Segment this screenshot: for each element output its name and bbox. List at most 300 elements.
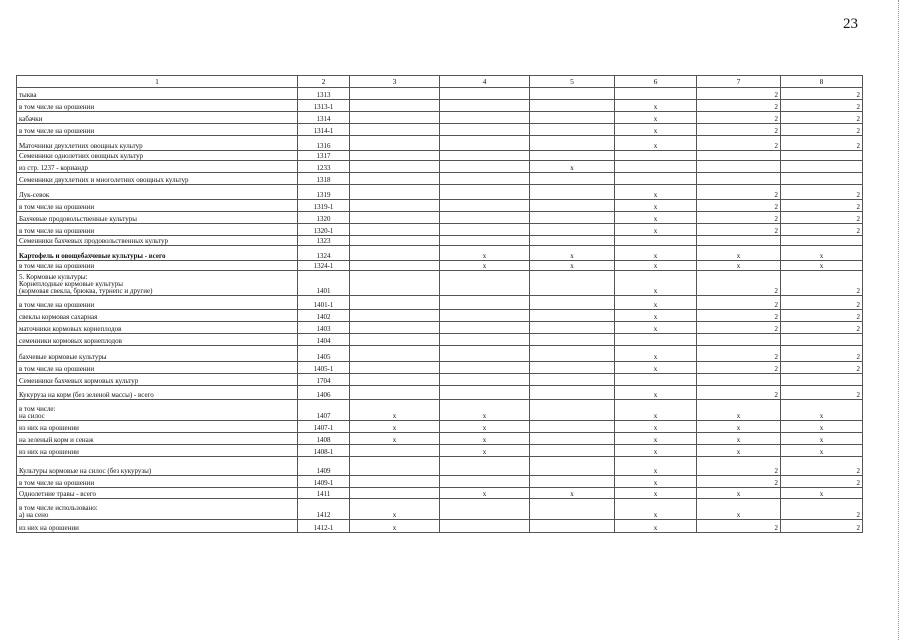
row-name-cell: в том числе на орошении	[17, 100, 298, 112]
row-value-cell-col7: 2	[697, 88, 781, 100]
row-value-cell-col5	[530, 236, 615, 246]
row-value-cell-col4	[440, 374, 530, 386]
row-name-cell: маточники кормовых корнеплодов	[17, 322, 298, 334]
row-value-cell-col4	[440, 457, 530, 476]
table-row	[17, 136, 863, 151]
row-value-cell-col3	[350, 476, 440, 488]
row-value-cell-col6	[615, 173, 697, 185]
row-value-cell-col6: х	[615, 488, 697, 499]
row-value-cell-col5	[530, 112, 615, 124]
row-code-cell: 1401	[298, 271, 350, 296]
row-value-cell-col6	[615, 151, 697, 161]
row-value-cell-col8: 2	[781, 322, 863, 334]
row-value-cell-col7: 2	[697, 224, 781, 236]
row-name-cell: Маточники двухлетних овощных культур	[17, 136, 298, 151]
row-value-cell-col5	[530, 421, 615, 433]
row-value-cell-col7: х	[697, 421, 781, 433]
row-value-cell-col7	[697, 374, 781, 386]
row-value-cell-col8: 2	[781, 124, 863, 136]
row-value-cell-col8	[781, 161, 863, 173]
row-value-cell-col5	[530, 362, 615, 374]
row-value-cell-col5: х	[530, 261, 615, 271]
row-value-cell-col7: 2	[697, 520, 781, 533]
row-code-cell: 1408	[298, 433, 350, 445]
row-value-cell-col8: 2	[781, 185, 863, 200]
row-value-cell-col8	[781, 173, 863, 185]
table-row	[17, 433, 863, 445]
row-value-cell-col7	[697, 334, 781, 346]
row-name-cell: Однолетние травы - всего	[17, 488, 298, 499]
row-name-cell: в том числе на орошении	[17, 124, 298, 136]
row-value-cell-col4	[440, 362, 530, 374]
row-value-cell-col7: х	[697, 488, 781, 499]
table-row	[17, 88, 863, 100]
row-value-cell-col5	[530, 200, 615, 212]
row-value-cell-col3	[350, 224, 440, 236]
row-name-cell: из них на орошении	[17, 520, 298, 533]
row-value-cell-col4	[440, 136, 530, 151]
row-value-cell-col8: х	[781, 421, 863, 433]
row-code-cell: 1324-1	[298, 261, 350, 271]
row-value-cell-col3	[350, 374, 440, 386]
row-value-cell-col3	[350, 212, 440, 224]
row-value-cell-col7	[697, 173, 781, 185]
row-value-cell-col7: 2	[697, 457, 781, 476]
row-value-cell-col3	[350, 445, 440, 457]
row-value-cell-col3	[350, 136, 440, 151]
row-value-cell-col6: х	[615, 136, 697, 151]
row-value-cell-col4	[440, 236, 530, 246]
column-header-8: 8	[781, 76, 863, 88]
row-value-cell-col7: 2	[697, 136, 781, 151]
row-value-cell-col5	[530, 334, 615, 346]
row-value-cell-col4	[440, 334, 530, 346]
row-value-cell-col6: х	[615, 100, 697, 112]
table-row	[17, 400, 863, 421]
row-code-cell: 1314-1	[298, 124, 350, 136]
row-value-cell-col6: х	[615, 212, 697, 224]
row-value-cell-col4	[440, 88, 530, 100]
row-name-cell: Кукуруза на корм (без зеленой массы) - всего	[17, 386, 298, 400]
row-value-cell-col4	[440, 499, 530, 520]
row-name-cell: Семенники однолетних овощных культур	[17, 151, 298, 161]
row-value-cell-col4	[440, 173, 530, 185]
row-value-cell-col3	[350, 296, 440, 310]
row-value-cell-col3	[350, 246, 440, 261]
row-value-cell-col3	[350, 88, 440, 100]
row-code-cell: 1233	[298, 161, 350, 173]
row-value-cell-col5	[530, 386, 615, 400]
row-value-cell-col6: х	[615, 200, 697, 212]
row-value-cell-col3: х	[350, 520, 440, 533]
row-name-cell: 5. Кормовые культуры: Корнеплодные кормовые культуры (кормовая свекла, брюква, турнепс и другие)	[17, 271, 298, 296]
row-value-cell-col5	[530, 374, 615, 386]
table-row	[17, 236, 863, 246]
row-value-cell-col5	[530, 100, 615, 112]
row-value-cell-col4: х	[440, 261, 530, 271]
row-value-cell-col8: х	[781, 246, 863, 261]
row-value-cell-col5	[530, 520, 615, 533]
table-row	[17, 185, 863, 200]
table-row	[17, 271, 863, 296]
row-value-cell-col6: х	[615, 499, 697, 520]
row-value-cell-col8: 2	[781, 346, 863, 362]
row-value-cell-col8: 2	[781, 362, 863, 374]
row-name-cell: в том числе использовано: а) на сено	[17, 499, 298, 520]
row-value-cell-col5: х	[530, 246, 615, 261]
row-code-cell: 1403	[298, 322, 350, 334]
table-row	[17, 362, 863, 374]
row-value-cell-col3	[350, 161, 440, 173]
row-value-cell-col7: х	[697, 499, 781, 520]
table-row	[17, 224, 863, 236]
row-value-cell-col4	[440, 224, 530, 236]
row-value-cell-col7: 2	[697, 310, 781, 322]
table-row	[17, 334, 863, 346]
row-code-cell: 1323	[298, 236, 350, 246]
row-code-cell: 1405	[298, 346, 350, 362]
row-code-cell: 1316	[298, 136, 350, 151]
row-value-cell-col5	[530, 346, 615, 362]
row-code-cell: 1405-1	[298, 362, 350, 374]
row-value-cell-col4	[440, 476, 530, 488]
row-value-cell-col8: х	[781, 445, 863, 457]
table-row	[17, 100, 863, 112]
row-value-cell-col4: х	[440, 445, 530, 457]
row-code-cell: 1402	[298, 310, 350, 322]
row-value-cell-col5	[530, 445, 615, 457]
row-name-cell: Семенники бахчевых кормовых культур	[17, 374, 298, 386]
row-code-cell: 1407	[298, 400, 350, 421]
row-value-cell-col7: х	[697, 246, 781, 261]
row-name-cell: тыква	[17, 88, 298, 100]
row-value-cell-col5	[530, 296, 615, 310]
row-code-cell: 1313-1	[298, 100, 350, 112]
row-value-cell-col5	[530, 322, 615, 334]
row-value-cell-col6: х	[615, 271, 697, 296]
row-value-cell-col8: х	[781, 261, 863, 271]
row-value-cell-col4	[440, 200, 530, 212]
table-row	[17, 161, 863, 173]
row-value-cell-col5	[530, 212, 615, 224]
row-value-cell-col8: 2	[781, 88, 863, 100]
row-value-cell-col4	[440, 112, 530, 124]
row-value-cell-col6: х	[615, 457, 697, 476]
table-row	[17, 112, 863, 124]
header-row	[17, 76, 863, 88]
table-row	[17, 296, 863, 310]
row-code-cell: 1320	[298, 212, 350, 224]
row-value-cell-col8: х	[781, 488, 863, 499]
row-value-cell-col8: 2	[781, 100, 863, 112]
row-value-cell-col8	[781, 236, 863, 246]
row-code-cell: 1319	[298, 185, 350, 200]
row-name-cell: в том числе на орошении	[17, 261, 298, 271]
row-value-cell-col7: 2	[697, 200, 781, 212]
column-header-6: 6	[615, 76, 697, 88]
row-value-cell-col8: 2	[781, 296, 863, 310]
row-value-cell-col8: х	[781, 400, 863, 421]
table-row	[17, 261, 863, 271]
table-row	[17, 445, 863, 457]
row-value-cell-col5	[530, 457, 615, 476]
row-value-cell-col5	[530, 151, 615, 161]
statistics-table	[16, 75, 863, 533]
row-name-cell: на зеленый корм и сенаж	[17, 433, 298, 445]
row-value-cell-col3	[350, 112, 440, 124]
table-body	[17, 88, 863, 533]
row-value-cell-col4	[440, 386, 530, 400]
row-value-cell-col4	[440, 346, 530, 362]
row-name-cell: Бахчевые продовольственные культуры	[17, 212, 298, 224]
row-name-cell: из них на орошении	[17, 421, 298, 433]
row-value-cell-col5	[530, 224, 615, 236]
row-value-cell-col3	[350, 200, 440, 212]
row-value-cell-col4: х	[440, 246, 530, 261]
row-value-cell-col7: х	[697, 433, 781, 445]
row-value-cell-col4	[440, 322, 530, 334]
row-code-cell: 1409	[298, 457, 350, 476]
row-code-cell: 1704	[298, 374, 350, 386]
row-value-cell-col3	[350, 334, 440, 346]
row-value-cell-col6	[615, 236, 697, 246]
row-value-cell-col6: х	[615, 445, 697, 457]
row-name-cell: в том числе на орошении	[17, 362, 298, 374]
column-header-4: 4	[440, 76, 530, 88]
row-value-cell-col7: 2	[697, 362, 781, 374]
table-row	[17, 346, 863, 362]
row-value-cell-col6: х	[615, 310, 697, 322]
row-name-cell: семенники кормовых корнеплодов	[17, 334, 298, 346]
row-value-cell-col4	[440, 310, 530, 322]
table-row	[17, 457, 863, 476]
row-value-cell-col4	[440, 212, 530, 224]
row-value-cell-col6: х	[615, 520, 697, 533]
row-value-cell-col4: х	[440, 421, 530, 433]
table-row	[17, 374, 863, 386]
row-value-cell-col8: 2	[781, 200, 863, 212]
row-value-cell-col8: х	[781, 433, 863, 445]
row-value-cell-col3	[350, 261, 440, 271]
row-value-cell-col8: 2	[781, 499, 863, 520]
row-value-cell-col6: х	[615, 124, 697, 136]
row-value-cell-col3: х	[350, 499, 440, 520]
row-code-cell: 1411	[298, 488, 350, 499]
row-value-cell-col6: х	[615, 400, 697, 421]
row-value-cell-col7	[697, 236, 781, 246]
row-value-cell-col6: х	[615, 261, 697, 271]
row-value-cell-col3	[350, 488, 440, 499]
row-value-cell-col7: 2	[697, 346, 781, 362]
column-header-3: 3	[350, 76, 440, 88]
table-row	[17, 499, 863, 520]
row-value-cell-col5	[530, 136, 615, 151]
row-value-cell-col8: 2	[781, 112, 863, 124]
row-value-cell-col7: 2	[697, 112, 781, 124]
row-value-cell-col5	[530, 271, 615, 296]
row-code-cell: 1407-1	[298, 421, 350, 433]
row-value-cell-col4: х	[440, 433, 530, 445]
row-name-cell: в том числе: на силос	[17, 400, 298, 421]
row-name-cell: Семенники двухлетних и многолетних овощных культур	[17, 173, 298, 185]
row-value-cell-col6: х	[615, 433, 697, 445]
table-row	[17, 310, 863, 322]
row-value-cell-col7: 2	[697, 212, 781, 224]
row-code-cell: 1408-1	[298, 445, 350, 457]
row-value-cell-col3	[350, 310, 440, 322]
row-value-cell-col6: х	[615, 224, 697, 236]
table-row	[17, 212, 863, 224]
row-code-cell: 1401-1	[298, 296, 350, 310]
row-name-cell: в том числе на орошении	[17, 224, 298, 236]
row-name-cell: Семенники бахчевых продовольственных культур	[17, 236, 298, 246]
row-value-cell-col5	[530, 185, 615, 200]
row-value-cell-col4	[440, 161, 530, 173]
row-value-cell-col8: 2	[781, 457, 863, 476]
row-name-cell: из них на орошении	[17, 445, 298, 457]
row-value-cell-col7: х	[697, 400, 781, 421]
row-value-cell-col7: 2	[697, 322, 781, 334]
row-value-cell-col4	[440, 520, 530, 533]
row-value-cell-col8: 2	[781, 520, 863, 533]
row-value-cell-col3	[350, 173, 440, 185]
row-value-cell-col7: 2	[697, 185, 781, 200]
row-value-cell-col4	[440, 151, 530, 161]
row-value-cell-col3	[350, 322, 440, 334]
table-row	[17, 151, 863, 161]
row-value-cell-col3	[350, 124, 440, 136]
row-code-cell: 1412	[298, 499, 350, 520]
row-value-cell-col6: х	[615, 362, 697, 374]
row-code-cell: 1409-1	[298, 476, 350, 488]
row-value-cell-col3: х	[350, 433, 440, 445]
row-name-cell: в том числе на орошении	[17, 296, 298, 310]
row-value-cell-col5	[530, 124, 615, 136]
row-code-cell: 1313	[298, 88, 350, 100]
row-value-cell-col8	[781, 374, 863, 386]
row-name-cell: в том числе на орошении	[17, 476, 298, 488]
table-row	[17, 386, 863, 400]
row-value-cell-col5	[530, 88, 615, 100]
row-value-cell-col5: х	[530, 161, 615, 173]
table-row	[17, 246, 863, 261]
row-code-cell: 1319-1	[298, 200, 350, 212]
row-value-cell-col8: 2	[781, 224, 863, 236]
row-value-cell-col8	[781, 151, 863, 161]
row-value-cell-col4	[440, 100, 530, 112]
row-value-cell-col7: 2	[697, 476, 781, 488]
table-row	[17, 488, 863, 499]
column-header-2: 2	[298, 76, 350, 88]
row-code-cell: 1318	[298, 173, 350, 185]
row-value-cell-col6: х	[615, 185, 697, 200]
row-value-cell-col7: 2	[697, 296, 781, 310]
row-value-cell-col6	[615, 334, 697, 346]
row-value-cell-col7: х	[697, 261, 781, 271]
page-edge-dotted-line	[898, 0, 899, 640]
row-value-cell-col3	[350, 236, 440, 246]
row-value-cell-col3	[350, 271, 440, 296]
row-value-cell-col6: х	[615, 476, 697, 488]
row-value-cell-col3	[350, 346, 440, 362]
row-value-cell-col7: 2	[697, 124, 781, 136]
row-value-cell-col3	[350, 362, 440, 374]
column-header-7: 7	[697, 76, 781, 88]
row-value-cell-col7: 2	[697, 386, 781, 400]
row-value-cell-col3	[350, 185, 440, 200]
column-header-5: 5	[530, 76, 615, 88]
row-value-cell-col6	[615, 88, 697, 100]
table-row	[17, 200, 863, 212]
row-name-cell: Картофель и овощебахчевые культуры - всего	[17, 246, 298, 261]
row-value-cell-col6: х	[615, 322, 697, 334]
row-name-cell: из стр. 1237 - кориандр	[17, 161, 298, 173]
row-code-cell: 1317	[298, 151, 350, 161]
row-value-cell-col6: х	[615, 386, 697, 400]
row-value-cell-col7: 2	[697, 100, 781, 112]
row-value-cell-col8: 2	[781, 476, 863, 488]
row-value-cell-col7	[697, 151, 781, 161]
row-value-cell-col8: 2	[781, 271, 863, 296]
column-header-1: 1	[17, 76, 298, 88]
row-value-cell-col6: х	[615, 421, 697, 433]
row-code-cell: 1412-1	[298, 520, 350, 533]
row-value-cell-col5	[530, 310, 615, 322]
table-row	[17, 124, 863, 136]
row-value-cell-col6: х	[615, 112, 697, 124]
table-row	[17, 322, 863, 334]
row-value-cell-col5	[530, 433, 615, 445]
row-value-cell-col3: х	[350, 400, 440, 421]
table-row	[17, 476, 863, 488]
row-value-cell-col4	[440, 271, 530, 296]
row-value-cell-col3: х	[350, 421, 440, 433]
row-value-cell-col3	[350, 100, 440, 112]
row-value-cell-col8: 2	[781, 310, 863, 322]
row-value-cell-col8: 2	[781, 386, 863, 400]
row-value-cell-col6: х	[615, 296, 697, 310]
row-value-cell-col6	[615, 374, 697, 386]
table-header	[17, 76, 863, 88]
row-value-cell-col7: 2	[697, 271, 781, 296]
row-name-cell: кабачки	[17, 112, 298, 124]
row-value-cell-col3	[350, 151, 440, 161]
row-value-cell-col5	[530, 499, 615, 520]
page-number: 23	[843, 16, 858, 32]
row-name-cell: Лук-севок	[17, 185, 298, 200]
row-name-cell: в том числе на орошении	[17, 200, 298, 212]
row-value-cell-col3	[350, 386, 440, 400]
row-value-cell-col8: 2	[781, 136, 863, 151]
row-value-cell-col4	[440, 124, 530, 136]
row-code-cell: 1404	[298, 334, 350, 346]
table-row	[17, 173, 863, 185]
row-code-cell: 1406	[298, 386, 350, 400]
row-value-cell-col4	[440, 185, 530, 200]
row-value-cell-col7: х	[697, 445, 781, 457]
row-value-cell-col7	[697, 161, 781, 173]
row-code-cell: 1324	[298, 246, 350, 261]
row-value-cell-col8: 2	[781, 212, 863, 224]
row-name-cell: свеклы кормовая сахарная	[17, 310, 298, 322]
row-code-cell: 1320-1	[298, 224, 350, 236]
row-value-cell-col5	[530, 476, 615, 488]
row-value-cell-col6	[615, 161, 697, 173]
table-row	[17, 520, 863, 533]
row-value-cell-col5: х	[530, 488, 615, 499]
row-value-cell-col6: х	[615, 246, 697, 261]
row-value-cell-col8	[781, 334, 863, 346]
